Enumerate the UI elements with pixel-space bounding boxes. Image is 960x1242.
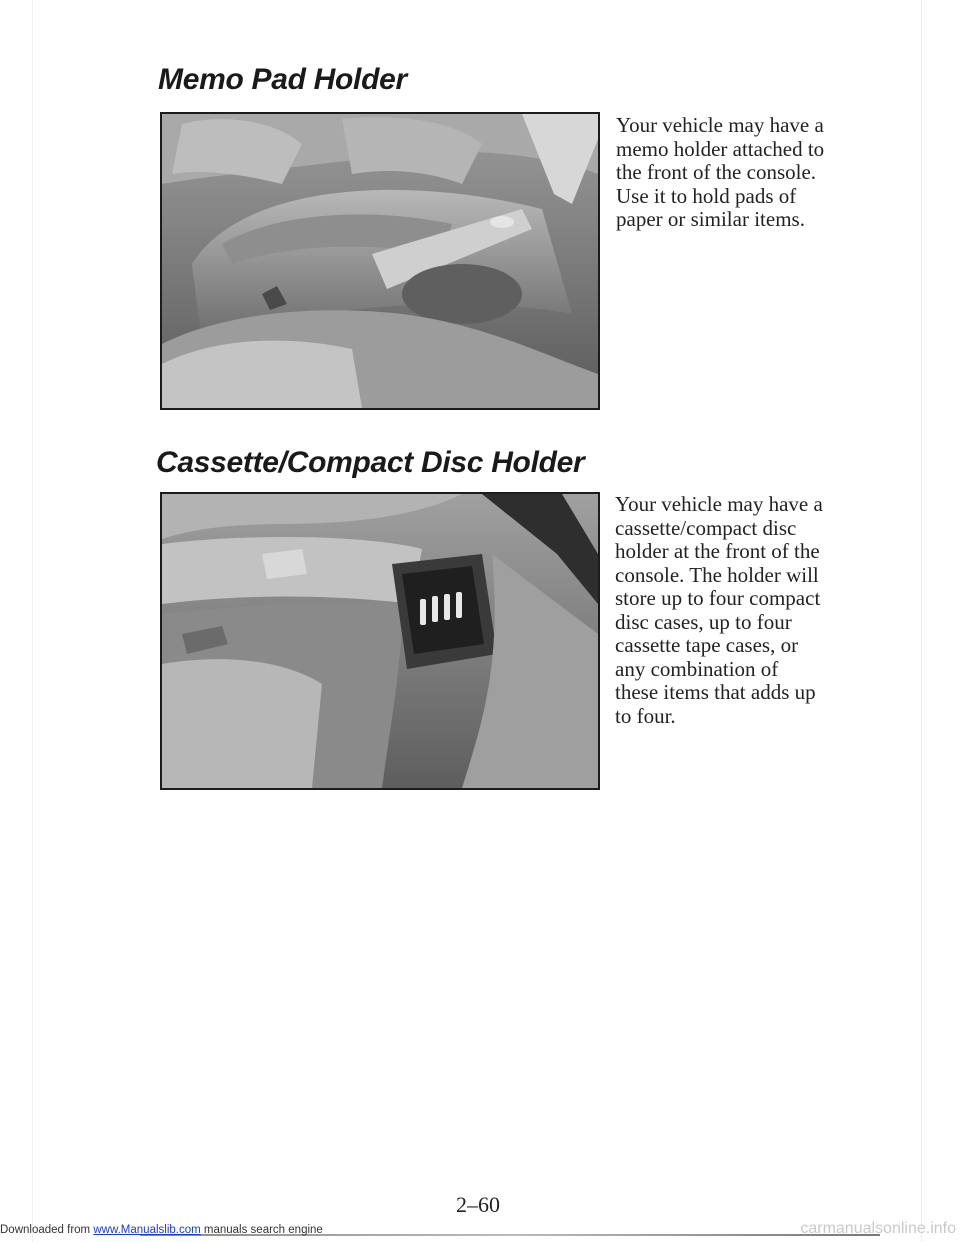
- download-source-footer: [0, 1224, 323, 1236]
- manualslib-link[interactable]: www.Manualslib.com: [93, 1224, 201, 1236]
- memo-holder-illustration: [162, 114, 598, 408]
- memo-holder-description: Your vehicle may have a memo holder attached to the front of the console. Use it to hold pads of paper or similar items.: [616, 113, 825, 231]
- watermark-text: carmanualsonline.info: [800, 1220, 956, 1237]
- footer-prefix: Downloaded from: [0, 1224, 94, 1236]
- cassette-cd-holder-photo: [160, 492, 600, 790]
- section-title-memo-pad-holder: Memo Pad Holder: [158, 63, 407, 96]
- memo-holder-photo: [160, 112, 600, 410]
- section-title-cassette-cd-holder: Cassette/Compact Disc Holder: [156, 446, 585, 479]
- page-number: 2–60: [456, 1192, 500, 1217]
- cassette-cd-holder-description: Your vehicle may have a cassette/compact disc holder at the front of the console. The holder will store up to four compact disc cases, up to four cassette tape cases, or any combination of these items that adds up to four.: [615, 492, 823, 728]
- cassette-cd-holder-illustration: [162, 494, 598, 788]
- footer-suffix: manuals search engine: [200, 1224, 323, 1236]
